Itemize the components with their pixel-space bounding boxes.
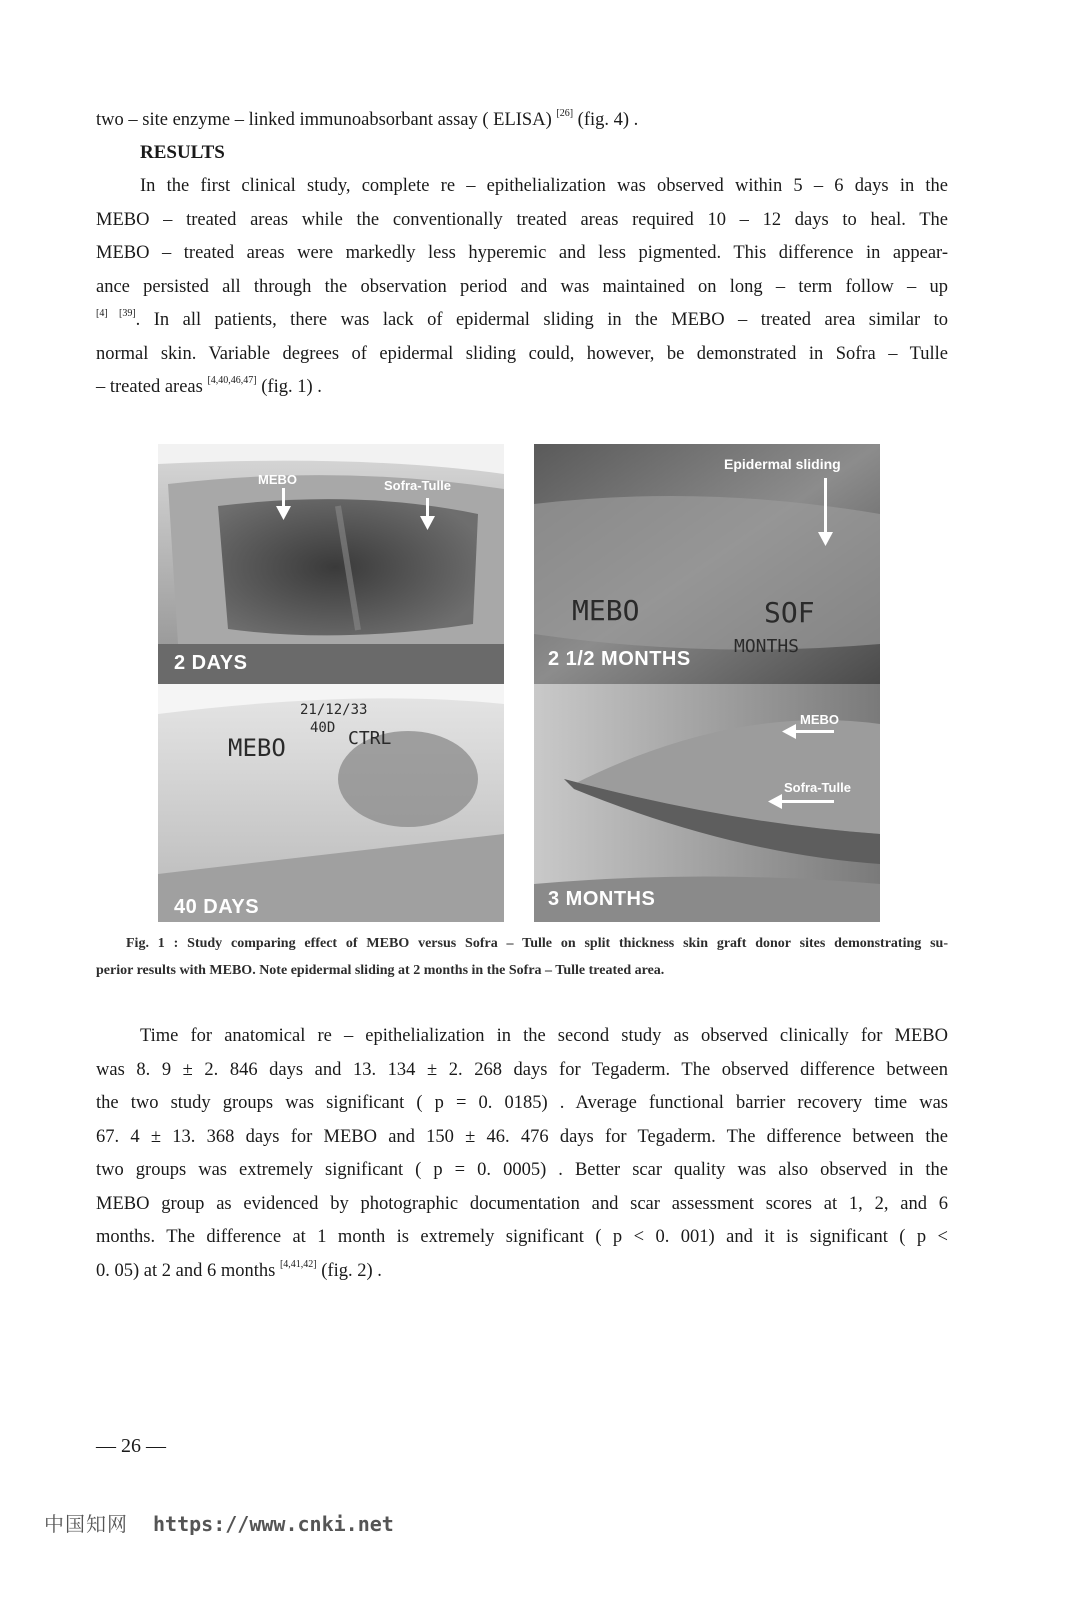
- figure-1: [158, 444, 880, 922]
- caption-line: Fig. 1 : Study comparing effect of MEBO versus Sofra – Tulle on split thickness skin graft donor sites demonstrating su-: [126, 936, 948, 951]
- handwritten-label: MEBO: [228, 734, 286, 762]
- photo-panel-2-half-months: [534, 444, 880, 684]
- handwritten-label: 40D: [310, 720, 336, 736]
- text-line: two groups was extremely significant ( p = 0. 0005) . Better scar quality was also observed in the: [96, 1160, 948, 1180]
- panel-time-label: 3 MONTHS: [548, 888, 656, 910]
- handwritten-label: MEBO: [572, 594, 640, 627]
- text-line: Time for anatomical re – epithelialization in the second study as observed clinically for MEBO: [140, 1026, 948, 1046]
- text-line: – treated areas [4,40,46,47] (fig. 1) .: [96, 375, 322, 397]
- text-line: 67. 4 ± 13. 368 days for MEBO and 150 ± 46. 476 days for Tegaderm. The difference between the: [96, 1126, 948, 1147]
- site-url[interactable]: https://www.cnki.net: [153, 1512, 394, 1536]
- results-paragraph: [96, 170, 948, 405]
- text-line: months. The difference at 1 month is extremely significant ( p < 0. 001) and it is significant ( p <: [96, 1227, 948, 1247]
- citation-ref: [4] [39]: [96, 308, 136, 319]
- citation-ref: [4,40,46,47]: [207, 375, 257, 386]
- second-study-paragraph: [96, 1020, 948, 1288]
- arrow-label-sofra-tulle: Sofra-Tulle: [384, 478, 451, 493]
- text-line: In the first clinical study, complete re – epithelialization was observed within 5 – 6 days in the: [140, 176, 948, 196]
- text-line: [4] [39]. In all patients, there was lack of epidermal sliding in the MEBO – treated area similar to: [96, 308, 948, 330]
- text-line: ance persisted all through the observation period and was maintained on long – term follow – up: [96, 276, 948, 297]
- photo-panel-2-days: [158, 444, 504, 684]
- text-line: MEBO – treated areas while the conventionally treated areas required 10 – 12 days to heal. The: [96, 209, 948, 230]
- annotation-epidermal-sliding: Epidermal sliding: [724, 456, 841, 472]
- caption-line: perior results with MEBO. Note epidermal sliding at 2 months in the Sofra – Tulle treated area.: [96, 963, 665, 978]
- arrow-label-mebo: MEBO: [258, 472, 297, 487]
- section-heading-results: RESULTS: [140, 142, 225, 163]
- page-number: — 26 —: [96, 1435, 166, 1457]
- handwritten-label: 21/12/33: [300, 702, 368, 718]
- citation-ref: [26]: [556, 108, 574, 119]
- handwritten-label: MONTHS: [734, 636, 800, 657]
- footer-watermark: [44, 1508, 394, 1537]
- paragraph-continued: [96, 104, 948, 138]
- text-line: two – site enzyme – linked immunoabsorbant assay ( ELISA) [26] (fig. 4) .: [96, 108, 639, 130]
- text-line: 0. 05) at 2 and 6 months [4,41,42] (fig. 2) .: [96, 1258, 382, 1281]
- text-line: was 8. 9 ± 2. 846 days and 13. 134 ± 2. 268 days for Tegaderm. The observed difference between: [96, 1059, 948, 1080]
- citation-ref: [4,41,42]: [279, 1258, 317, 1270]
- figure-caption: [96, 930, 948, 984]
- text-line: normal skin. Variable degrees of epidermal sliding could, however, be demonstrated in Sofra – Tulle: [96, 343, 948, 364]
- panel-time-label: 2 DAYS: [174, 652, 248, 674]
- text-line: the two study groups was significant ( p = 0. 0185) . Average functional barrier recovery time was: [96, 1093, 948, 1113]
- photo-panel-3-months: [534, 684, 880, 922]
- arrow-label-mebo: MEBO: [800, 712, 839, 727]
- text-line: MEBO – treated areas were markedly less hyperemic and less pigmented. This difference in appear-: [96, 243, 948, 263]
- arrow-label-sofra-tulle: Sofra-Tulle: [784, 780, 851, 795]
- site-name: 中国知网: [44, 1512, 128, 1536]
- photo-panel-40-days: [158, 684, 504, 922]
- text-line: MEBO group as evidenced by photographic documentation and scar assessment scores at 1, 2, and 6: [96, 1193, 948, 1214]
- panel-time-label: 40 DAYS: [174, 896, 260, 918]
- handwritten-label: SOF: [764, 596, 815, 629]
- panel-time-label: 2 1/2 MONTHS: [548, 648, 691, 670]
- handwritten-label: CTRL: [348, 728, 392, 749]
